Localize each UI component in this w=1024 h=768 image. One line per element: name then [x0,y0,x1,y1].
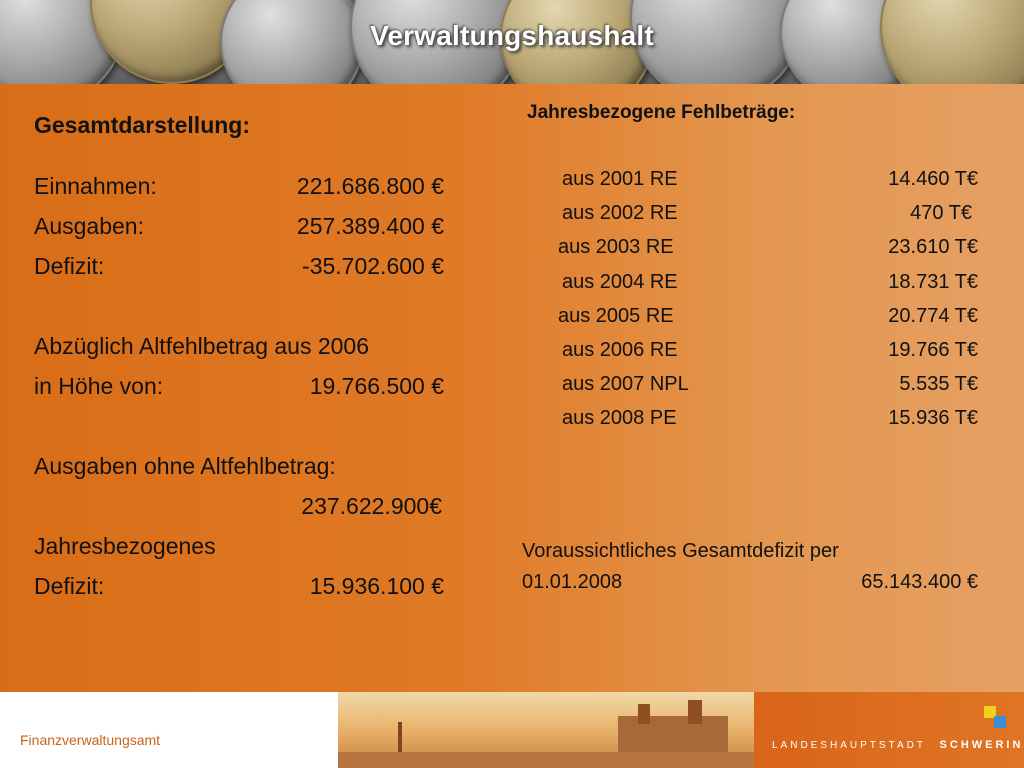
annual-deficits-list [556,168,986,442]
expenses-row [34,213,454,253]
year-value: 14.460 T€ [888,168,978,190]
list-item [556,339,986,373]
list-item [556,271,986,305]
footer [0,692,1024,768]
year-value: 23.610 T€ [888,236,978,259]
year-label: aus 2005 RE [558,304,674,327]
net-expenses-row [34,493,454,533]
year-label: aus 2008 PE [562,407,677,430]
list-item [556,168,986,202]
income-value: 221.686.800 € [296,173,444,199]
city-logo-icon [994,716,1006,728]
expenses-label: Ausgaben: [34,213,144,239]
year-value: 470 T€ [910,202,972,225]
carryover-row [34,373,454,413]
castle-shape [638,704,650,724]
income-row [34,173,454,213]
net-expenses-value: 237.622.900€ [301,493,442,519]
year-value: 15.936 T€ [888,407,978,430]
year-value: 19.766 T€ [888,338,978,361]
brand-city: SCHWERIN [939,739,1024,751]
total-deficit-date: 01.01.2008 [522,571,623,593]
year-label: aus 2007 NPL [562,373,689,396]
year-value: 18.731 T€ [888,270,978,293]
year-label: aus 2002 RE [562,202,678,225]
overview-heading: Gesamtdarstellung: [34,112,250,138]
year-label: aus 2001 RE [562,168,678,190]
list-item [556,407,986,441]
annual-deficit-text: Jahresbezogenes [34,533,216,559]
annual-deficit-value: 15.936.100 € [309,573,444,599]
annual-deficit-label: Defizit: [34,573,105,599]
content-area [0,84,1024,692]
city-brand [754,692,1024,768]
year-value: 20.774 T€ [888,304,978,327]
annual-deficit-text-row [34,533,454,573]
list-item [556,236,986,270]
annual-deficit-row [34,573,454,613]
deficit-row [34,253,454,293]
page-title: Verwaltungshaushalt [370,20,654,51]
carryover-text: Abzüglich Altfehlbetrag aus 2006 [34,333,370,359]
year-value: 5.535 T€ [899,373,978,396]
expenses-value: 257.389.400 € [296,213,444,239]
list-item [556,373,986,407]
net-expenses-label: Ausgaben ohne Altfehlbetrag: [34,453,336,479]
deficit-label: Defizit: [34,253,105,279]
total-deficit-summary [522,540,982,601]
castle-shape [338,752,754,768]
list-item [556,202,986,236]
list-item [556,305,986,339]
header-banner [0,0,1024,84]
brand-prefix: LANDESHAUPTSTADT [772,740,926,751]
city-skyline-image [338,692,754,768]
carryover-text-row [34,333,454,373]
year-label: aus 2004 RE [562,270,678,293]
income-label: Einnahmen: [34,173,157,199]
deficit-value: -35.702.600 € [302,253,444,279]
overview-panel [34,112,454,613]
carryover-label: in Höhe von: [34,373,164,399]
year-label: aus 2006 RE [562,338,678,361]
carryover-value: 19.766.500 € [309,373,444,399]
brand-text [772,739,1023,751]
castle-shape [688,700,702,724]
total-deficit-label: Voraussichtliches Gesamtdefizit per [522,540,839,562]
net-expenses-text-row [34,453,454,493]
annual-deficits-heading: Jahresbezogene Fehlbeträge: [527,102,796,123]
year-label: aus 2003 RE [558,236,674,259]
department-label: Finanzverwaltungsamt [20,732,161,748]
total-deficit-row [522,571,982,601]
total-deficit-value: 65.143.400 € [861,571,978,593]
